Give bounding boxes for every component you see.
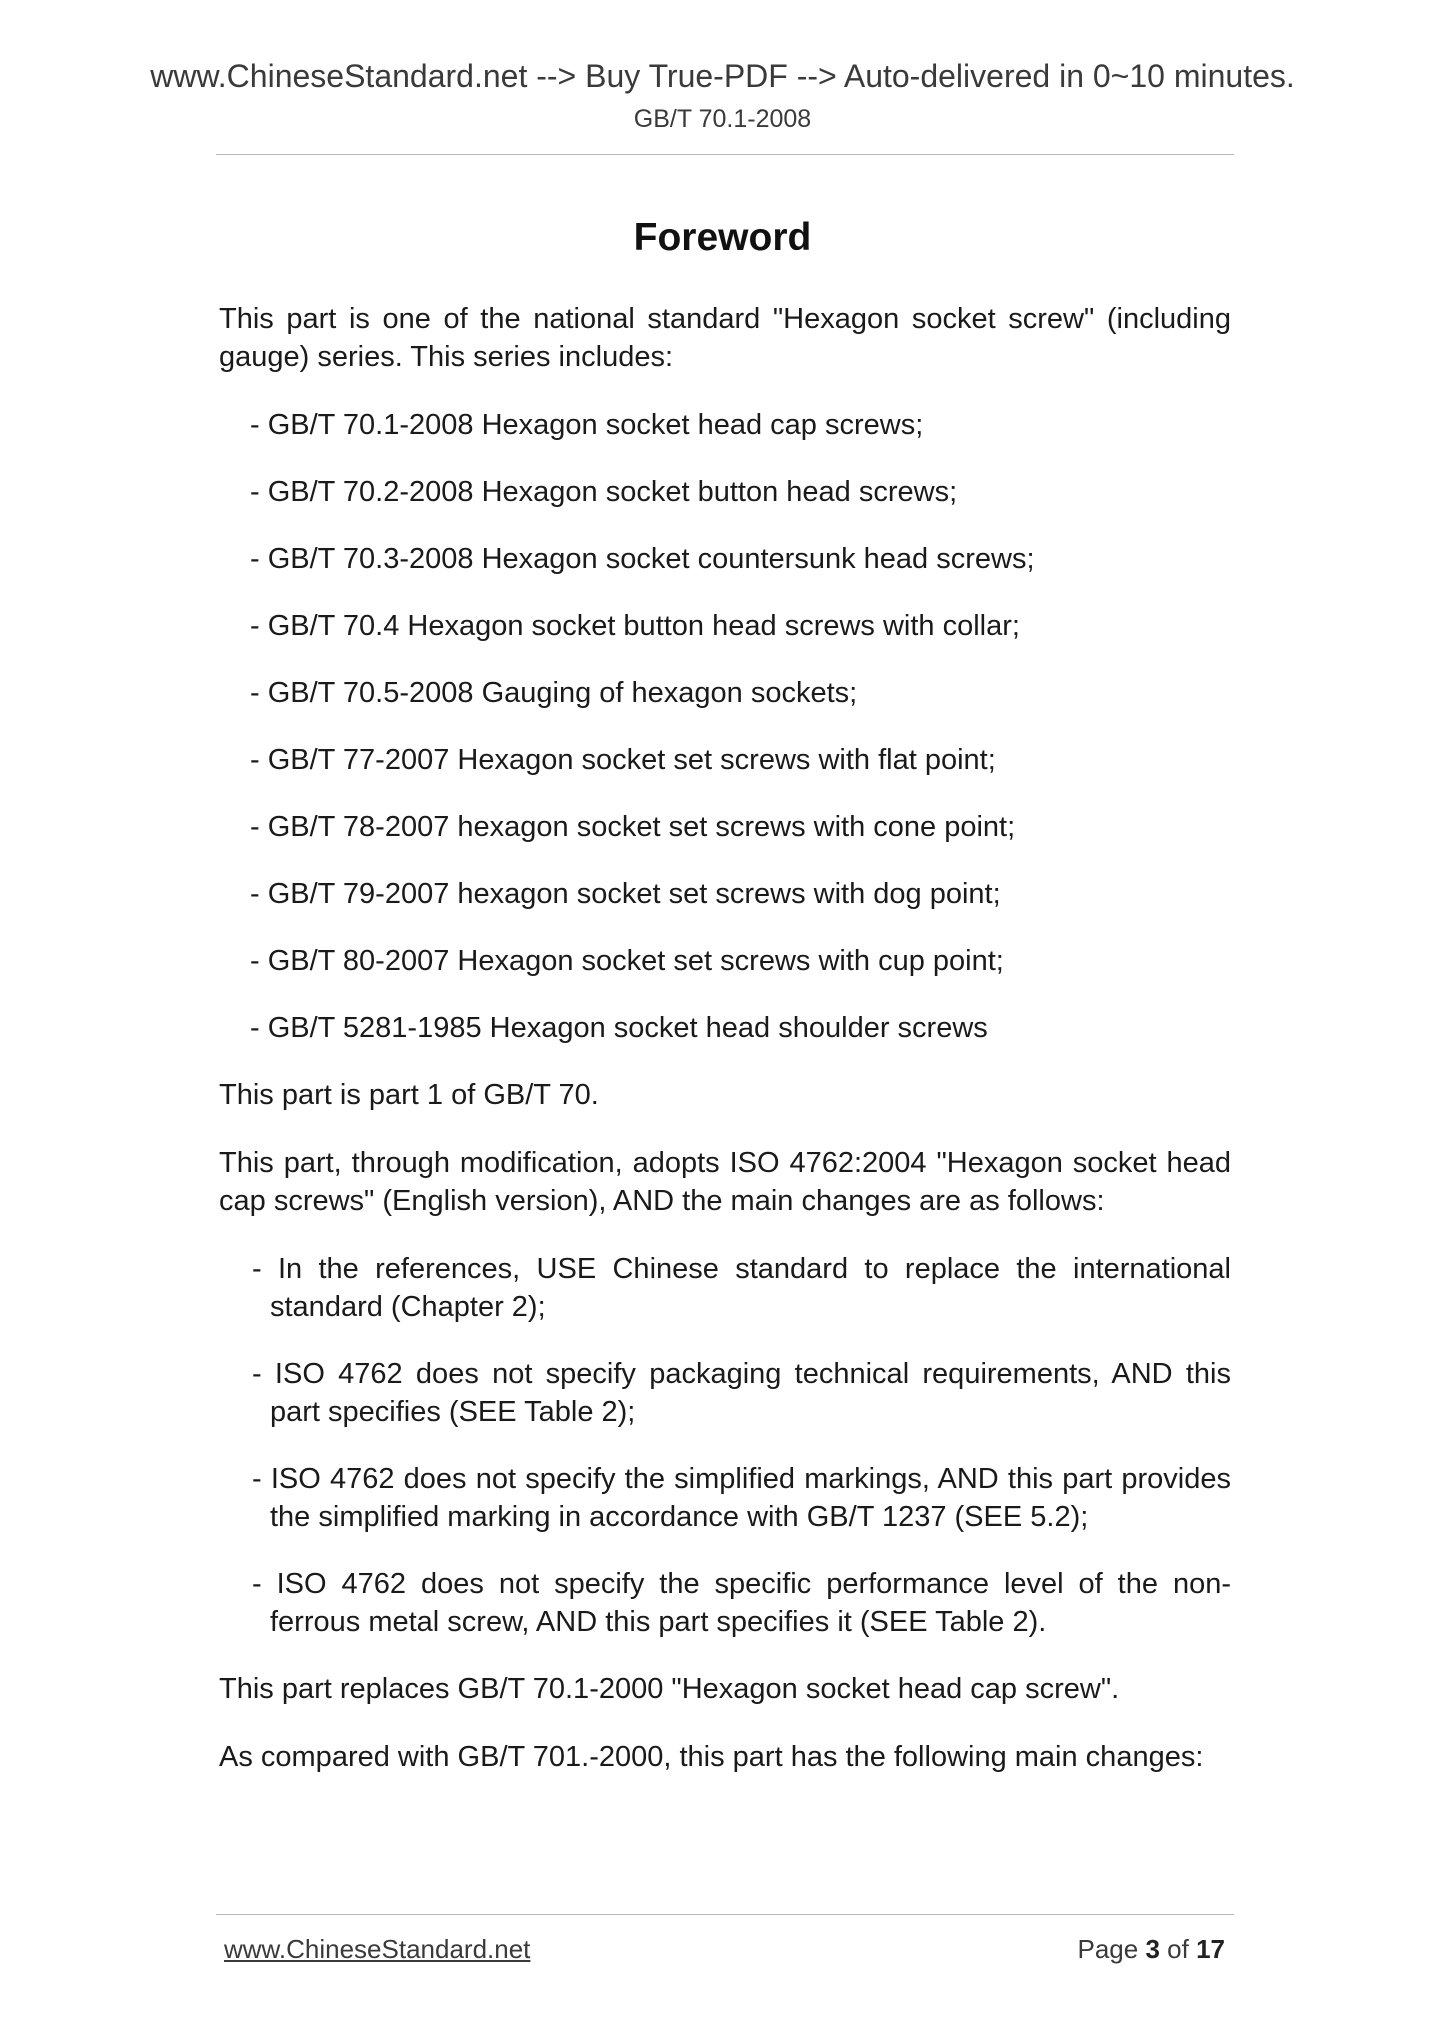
list-item: - GB/T 80-2007 Hexagon socket set screws with cup point; <box>250 945 1004 977</box>
replaces-paragraph: This part replaces GB/T 70.1-2000 "Hexagon socket head cap screw". <box>219 1673 1120 1705</box>
adoption-paragraph: This part, through modification, adopts ISO 4762:2004 "Hexagon socket head cap screws" (English version), AND the main changes are as follows: <box>219 1147 1231 1217</box>
list-item: - GB/T 78-2007 hexagon socket set screws with cone point; <box>250 811 1016 843</box>
list-item: - ISO 4762 does not specify the specific performance level of the non-ferrous metal screw, AND this part specifies it (SEE Table 2). <box>252 1568 1231 1638</box>
footer-website-link[interactable]: www.ChineseStandard.net <box>224 1934 531 1964</box>
header-divider <box>216 154 1234 155</box>
document-body <box>219 300 1231 1806</box>
list-item: - GB/T 70.5-2008 Gauging of hexagon sockets; <box>250 677 858 709</box>
list-item: - In the references, USE Chinese standard to replace the international standard (Chapter 2); <box>252 1253 1231 1323</box>
header-banner: www.ChineseStandard.net --> Buy True-PDF --> Auto-delivered in 0~10 minutes. <box>150 58 1295 94</box>
part-statement: This part is part 1 of GB/T 70. <box>219 1079 599 1111</box>
series-list <box>219 406 1231 1047</box>
page-of: of <box>1167 1934 1189 1964</box>
page-prefix: Page <box>1077 1934 1139 1964</box>
list-item: - GB/T 77-2007 Hexagon socket set screws with flat point; <box>250 744 996 776</box>
list-item: - ISO 4762 does not specify packaging technical requirements, AND this part specifies (SEE Table 2); <box>252 1358 1231 1428</box>
list-item: - GB/T 79-2007 hexagon socket set screws with dog point; <box>250 878 1001 910</box>
page-title: Foreword <box>633 216 812 259</box>
list-item: - GB/T 70.1-2008 Hexagon socket head cap screws; <box>250 409 924 441</box>
page-indicator <box>1077 1932 1225 1966</box>
list-item: - GB/T 70.4 Hexagon socket button head screws with collar; <box>250 610 1020 642</box>
page-current: 3 <box>1145 1934 1160 1964</box>
list-item: - GB/T 5281-1985 Hexagon socket head shoulder screws <box>250 1012 988 1044</box>
footer-divider <box>216 1914 1234 1915</box>
list-item: - GB/T 70.2-2008 Hexagon socket button head screws; <box>250 476 958 508</box>
list-item: - ISO 4762 does not specify the simplified markings, AND this part provides the simplified marking in accordance with GB/T 1237 (SEE 5.2); <box>252 1463 1231 1533</box>
page-total: 17 <box>1196 1934 1225 1964</box>
intro-paragraph: This part is one of the national standard "Hexagon socket screw" (including gauge) series. This series includes: <box>219 303 1231 373</box>
comparison-paragraph: As compared with GB/T 701.-2000, this part has the following main changes: <box>219 1741 1204 1773</box>
list-item: - GB/T 70.3-2008 Hexagon socket countersunk head screws; <box>250 543 1035 575</box>
standard-code: GB/T 70.1-2008 <box>633 105 812 133</box>
modifications-list <box>219 1250 1231 1641</box>
